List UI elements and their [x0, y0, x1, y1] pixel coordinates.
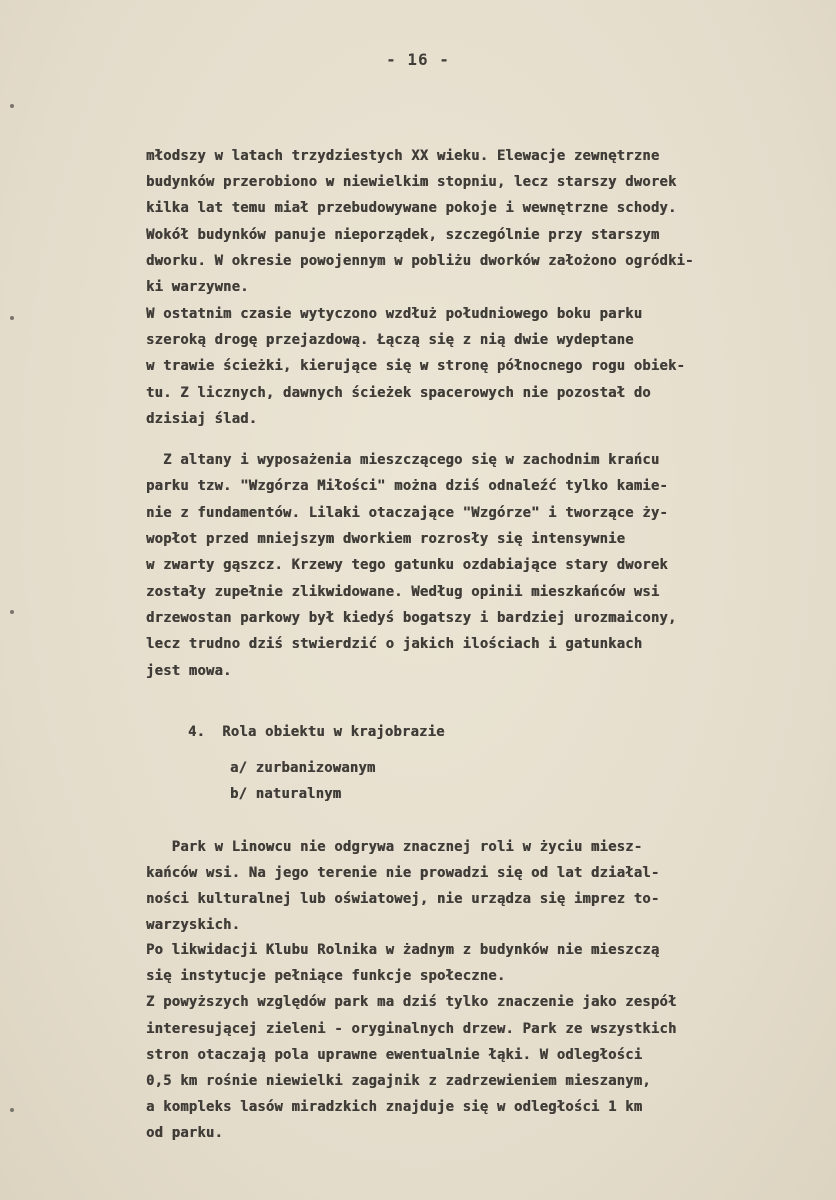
text-line: Park w Linowcu nie odgrywa znacznej roli w życiu miesz- [146, 839, 643, 855]
text-line: wopłot przed mniejszym dworkiem rozrosły się intensywnie [146, 531, 626, 547]
text-line: warzyskich. [146, 917, 241, 933]
text-line: szeroką drogę przejazdową. Łączą się z nią dwie wydeptane [146, 332, 634, 348]
text-line: od parku. [146, 1125, 224, 1141]
text-line: budynków przerobiono w niewielkim stopniu, lecz starszy dworek [146, 174, 677, 190]
text-line: kańców wsi. Na jego terenie nie prowadzi się od lat działal- [146, 865, 660, 881]
text-line: ki warzywne. [146, 279, 249, 295]
text-line: 0,5 km rośnie niewielki zagajnik z zadrzewieniem mieszanym, [146, 1073, 651, 1089]
text-line: ności kulturalnej lub oświatowej, nie urządza się imprez to- [146, 891, 660, 907]
margin-dot [10, 316, 14, 320]
text-line: zostały zupełnie zlikwidowane. Według opinii mieszkańców wsi [146, 584, 660, 600]
text-line: kilka lat temu miał przebudowywane pokoje i wewnętrzne schody. [146, 200, 677, 216]
text-line: w trawie ścieżki, kierujące się w stronę północnego rogu obiek- [146, 358, 686, 374]
text-line: drzewostan parkowy był kiedyś bogatszy i bardziej urozmaicony, [146, 610, 677, 626]
page-number: - 16 - [386, 50, 450, 69]
text-line: stron otaczają pola uprawne ewentualnie łąki. W odległości [146, 1047, 643, 1063]
text-line: Wokół budynków panuje nieporządek, szczególnie przy starszym [146, 227, 660, 243]
text-line: W ostatnim czasie wytyczono wzdłuż południowego boku parku [146, 306, 643, 322]
text-line: Po likwidacji Klubu Rolnika w żadnym z budynków nie mieszczą [146, 942, 660, 958]
text-line: jest mowa. [146, 663, 232, 679]
text-line: dworku. W okresie powojennym w pobliżu dworków założono ogródki- [146, 253, 694, 269]
text-line: młodszy w latach trzydziestych XX wieku. Elewacje zewnętrzne [146, 148, 660, 164]
section-heading: 4. Rola obiektu w krajobrazie [188, 724, 445, 740]
margin-dot [10, 1108, 14, 1112]
text-line: lecz trudno dziś stwierdzić o jakich ilościach i gatunkach [146, 636, 643, 652]
text-line: a kompleks lasów miradzkich znajduje się w odległości 1 km [146, 1099, 643, 1115]
text-line: Z powyższych względów park ma dziś tylko znaczenie jako zespół [146, 994, 677, 1010]
margin-dot [10, 610, 14, 614]
text-line: dzisiaj ślad. [146, 411, 258, 427]
section-item: b/ naturalnym [230, 786, 342, 802]
text-line: parku tzw. "Wzgórza Miłości" można dziś odnaleźć tylko kamie- [146, 478, 668, 494]
text-line: w zwarty gąszcz. Krzewy tego gatunku ozdabiające stary dworek [146, 557, 668, 573]
text-line: tu. Z licznych, dawnych ścieżek spacerowych nie pozostał do [146, 385, 651, 401]
text-line: się instytucje pełniące funkcje społeczne. [146, 968, 506, 984]
text-line: interesującej zieleni - oryginalnych drzew. Park ze wszystkich [146, 1021, 677, 1037]
text-line: nie z fundamentów. Lilaki otaczające "Wzgórze" i tworzące ży- [146, 505, 668, 521]
text-line: Z altany i wyposażenia mieszczącego się w zachodnim krańcu [146, 452, 660, 468]
section-item: a/ zurbanizowanym [230, 760, 376, 776]
margin-dot [10, 104, 14, 108]
